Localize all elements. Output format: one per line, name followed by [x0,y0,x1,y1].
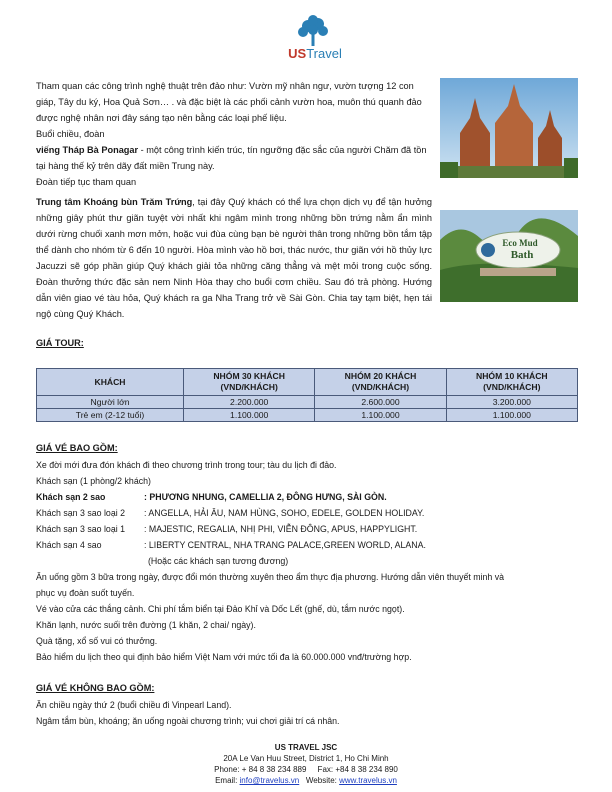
island-paragraph: Tham quan các công trình nghệ thuật trên đảo như: Vườn mỹ nhân ngư, vườn tượng 12 con giáp, Tây du ký, Hoa Quả Sơn… . và đặc biệt là các phối cảnh vườn hoa, muôn thú quanh đảo được nghệ nhân nơi đây sáng tạo nên bằng các loại phế liệu. [36,81,422,123]
included-towel-water: Khăn lạnh, nước suối trên đường (1 khăn, 2 chai/ ngày). [36,620,256,630]
footer-contact [0,775,612,786]
price-header-row [37,369,578,396]
website-label: Website: [299,776,340,785]
ponagar-tower-photo [440,78,578,178]
included-tickets: Vé vào cửa các thắng cảnh. Chi phí tắm biển tại Đảo Khỉ và Dốc Lết (ghế, dù, tắm nước ngọt). [36,604,405,614]
col-header-group-10: NHÓM 10 KHÁCH (VND/KHÁCH) [446,369,577,396]
mud-bath-title: Trung tâm Khoáng bùn Trăm Trứng [36,197,193,207]
ponagar-title: viếng Tháp Bà Ponagar [36,145,139,155]
hotel-label: Khách sạn 4 sao [36,540,102,550]
included-meals-line-1: Ăn uống gồm 3 bữa trong ngày, được đổi món thường xuyên theo ẩm thực địa phương. Hướng dẫn viên thuyết minh và [36,572,505,582]
email-link[interactable]: info@travelus.vn [239,776,300,785]
sign-text-2: Bath [510,249,534,261]
price-cell: 2.200.000 [184,396,315,409]
continue-line: Đoàn tiếp tục tham quan [36,177,137,187]
col-header-group-30: NHÓM 30 KHÁCH (VND/KHÁCH) [184,369,315,396]
col-header-group-20: NHÓM 20 KHÁCH (VND/KHÁCH) [315,369,446,396]
included-meals-line-2: phục vụ đoàn suốt tuyến. [36,588,135,598]
ponagar-paragraph [36,142,432,174]
website-link[interactable]: www.travelus.vn [339,776,397,785]
footer-phone-fax: Phone: + 84 8 38 234 889 Fax: +84 8 38 234 890 [214,765,398,774]
hotel-label: Khách sạn 3 sao loại 1 [36,524,126,534]
footer [0,742,612,786]
excluded-item-dinner: Ăn chiều ngày thứ 2 (buổi chiều đi Vinpearl Land). [36,700,232,710]
row-label-child: Trẻ em (2-12 tuổi) [37,409,184,422]
brand-travel: Travel [306,46,342,61]
included-insurance: Bảo hiểm du lịch theo qui định bảo hiểm Việt Nam với mức tối đa là 60.000.000 vnđ/trường hợp. [36,652,412,662]
hotel-list: : LIBERTY CENTRAL, NHA TRANG PALACE,GREEN WORLD, ALANA. [144,540,426,550]
price-cell: 1.100.000 [446,409,577,422]
intro-section [36,78,432,190]
footer-address: 20A Le Van Huu Street, District 1, Ho Chi Minh [223,754,389,763]
mud-bath-sign-photo [440,210,578,302]
email-label: Email: [215,776,240,785]
table-row [37,396,578,409]
price-cell: 2.600.000 [315,396,446,409]
excluded-item-personal: Ngâm tắm bùn, khoáng; ăn uống ngoài chương trình; vui chơi giải trí cá nhân. [36,716,340,726]
price-heading: GIÁ TOUR: [36,338,84,348]
hotel-row-3-star-type-2 [36,507,424,520]
brand-wordmark [270,46,360,61]
hotel-row-3-star-type-1 [36,523,417,536]
price-cell: 3.200.000 [446,396,577,409]
mud-bath-text: , tại đây Quý khách có thể lựa chọn dịch vụ để tận hưởng những giây phút thư giãn tuyệt vời nhất khi ngâm mình trong những bồn trứng nằm ẩn mình dưới rừng chuối xanh mơn mởn, hoặc vui đùa cùng bạn bè người thân trong những bồn tắm tập thể dành cho nhóm từ 6 đến 10 người. Hòa mình vào hồ bơi, thác nước, thư giãn với hồ thủy lực Jacuzzi sẽ góp phần giúp Quý khách giải tỏa những căng thẳng và mệt mỏi trong cuộc sống. Đoàn thưởng thức đặc sản nem Ninh Hòa thay cho buổi cơm chiều. Sau đó trả phòng. Hướng dẫn viên giao vé tàu hỏa, Quý khách ra ga Nha Trang trở về Sài Gòn. Chia tay tạm biệt, hẹn tái ngộ cùng Quý Khách. [36,197,432,319]
hotel-row-2-star [36,491,387,504]
footer-company: US TRAVEL JSC [274,743,338,752]
included-hotel-intro: Khách sạn (1 phòng/2 khách) [36,476,151,486]
included-heading: GIÁ VÉ BAO GỒM: [36,443,118,453]
price-table [36,368,578,422]
excluded-heading: GIÁ VÉ KHÔNG BAO GỒM: [36,683,155,693]
ponagar-text: - một công trình kiến trúc, tín ngưỡng đặc sắc của người Chăm đã tồn tại hàng thế kỷ trên dãy đất miền Trung này. [36,145,427,171]
included-transport: Xe đời mới đưa đón khách đi theo chương trình trong tour; tàu du lịch đi đảo. [36,460,337,470]
price-cell: 1.100.000 [315,409,446,422]
price-cell: 1.100.000 [184,409,315,422]
hotel-label: Khách sạn 3 sao loại 2 [36,508,126,518]
col-header-guest: KHÁCH [37,369,184,396]
hotel-label: Khách sạn 2 sao [36,492,106,502]
sign-text-1: Eco Mud [502,238,538,248]
afternoon-line: Buổi chiều, đoàn [36,129,105,139]
hotel-row-4-star [36,539,426,552]
included-gifts: Quà tặng, xổ số vui có thưởng. [36,636,158,646]
hotel-list: : MAJESTIC, REGALIA, NHỊ PHI, VIỄN ĐÔNG, APUS, HAPPYLIGHT. [144,524,418,534]
table-row [37,409,578,422]
hotel-equivalent-note: (Hoặc các khách sạn tương đương) [148,556,289,566]
brand-us: US [288,46,307,61]
mud-bath-paragraph [36,194,432,322]
row-label-adult: Người lớn [37,396,184,409]
hotel-list: : ANGELLA, HẢI ÂU, NAM HÙNG, SOHO, EDELE, GOLDEN HOLIDAY. [144,508,425,518]
hotel-list: : PHƯƠNG NHUNG, CAMELLIA 2, ĐÔNG HƯNG, SÀI GÒN. [144,492,387,502]
